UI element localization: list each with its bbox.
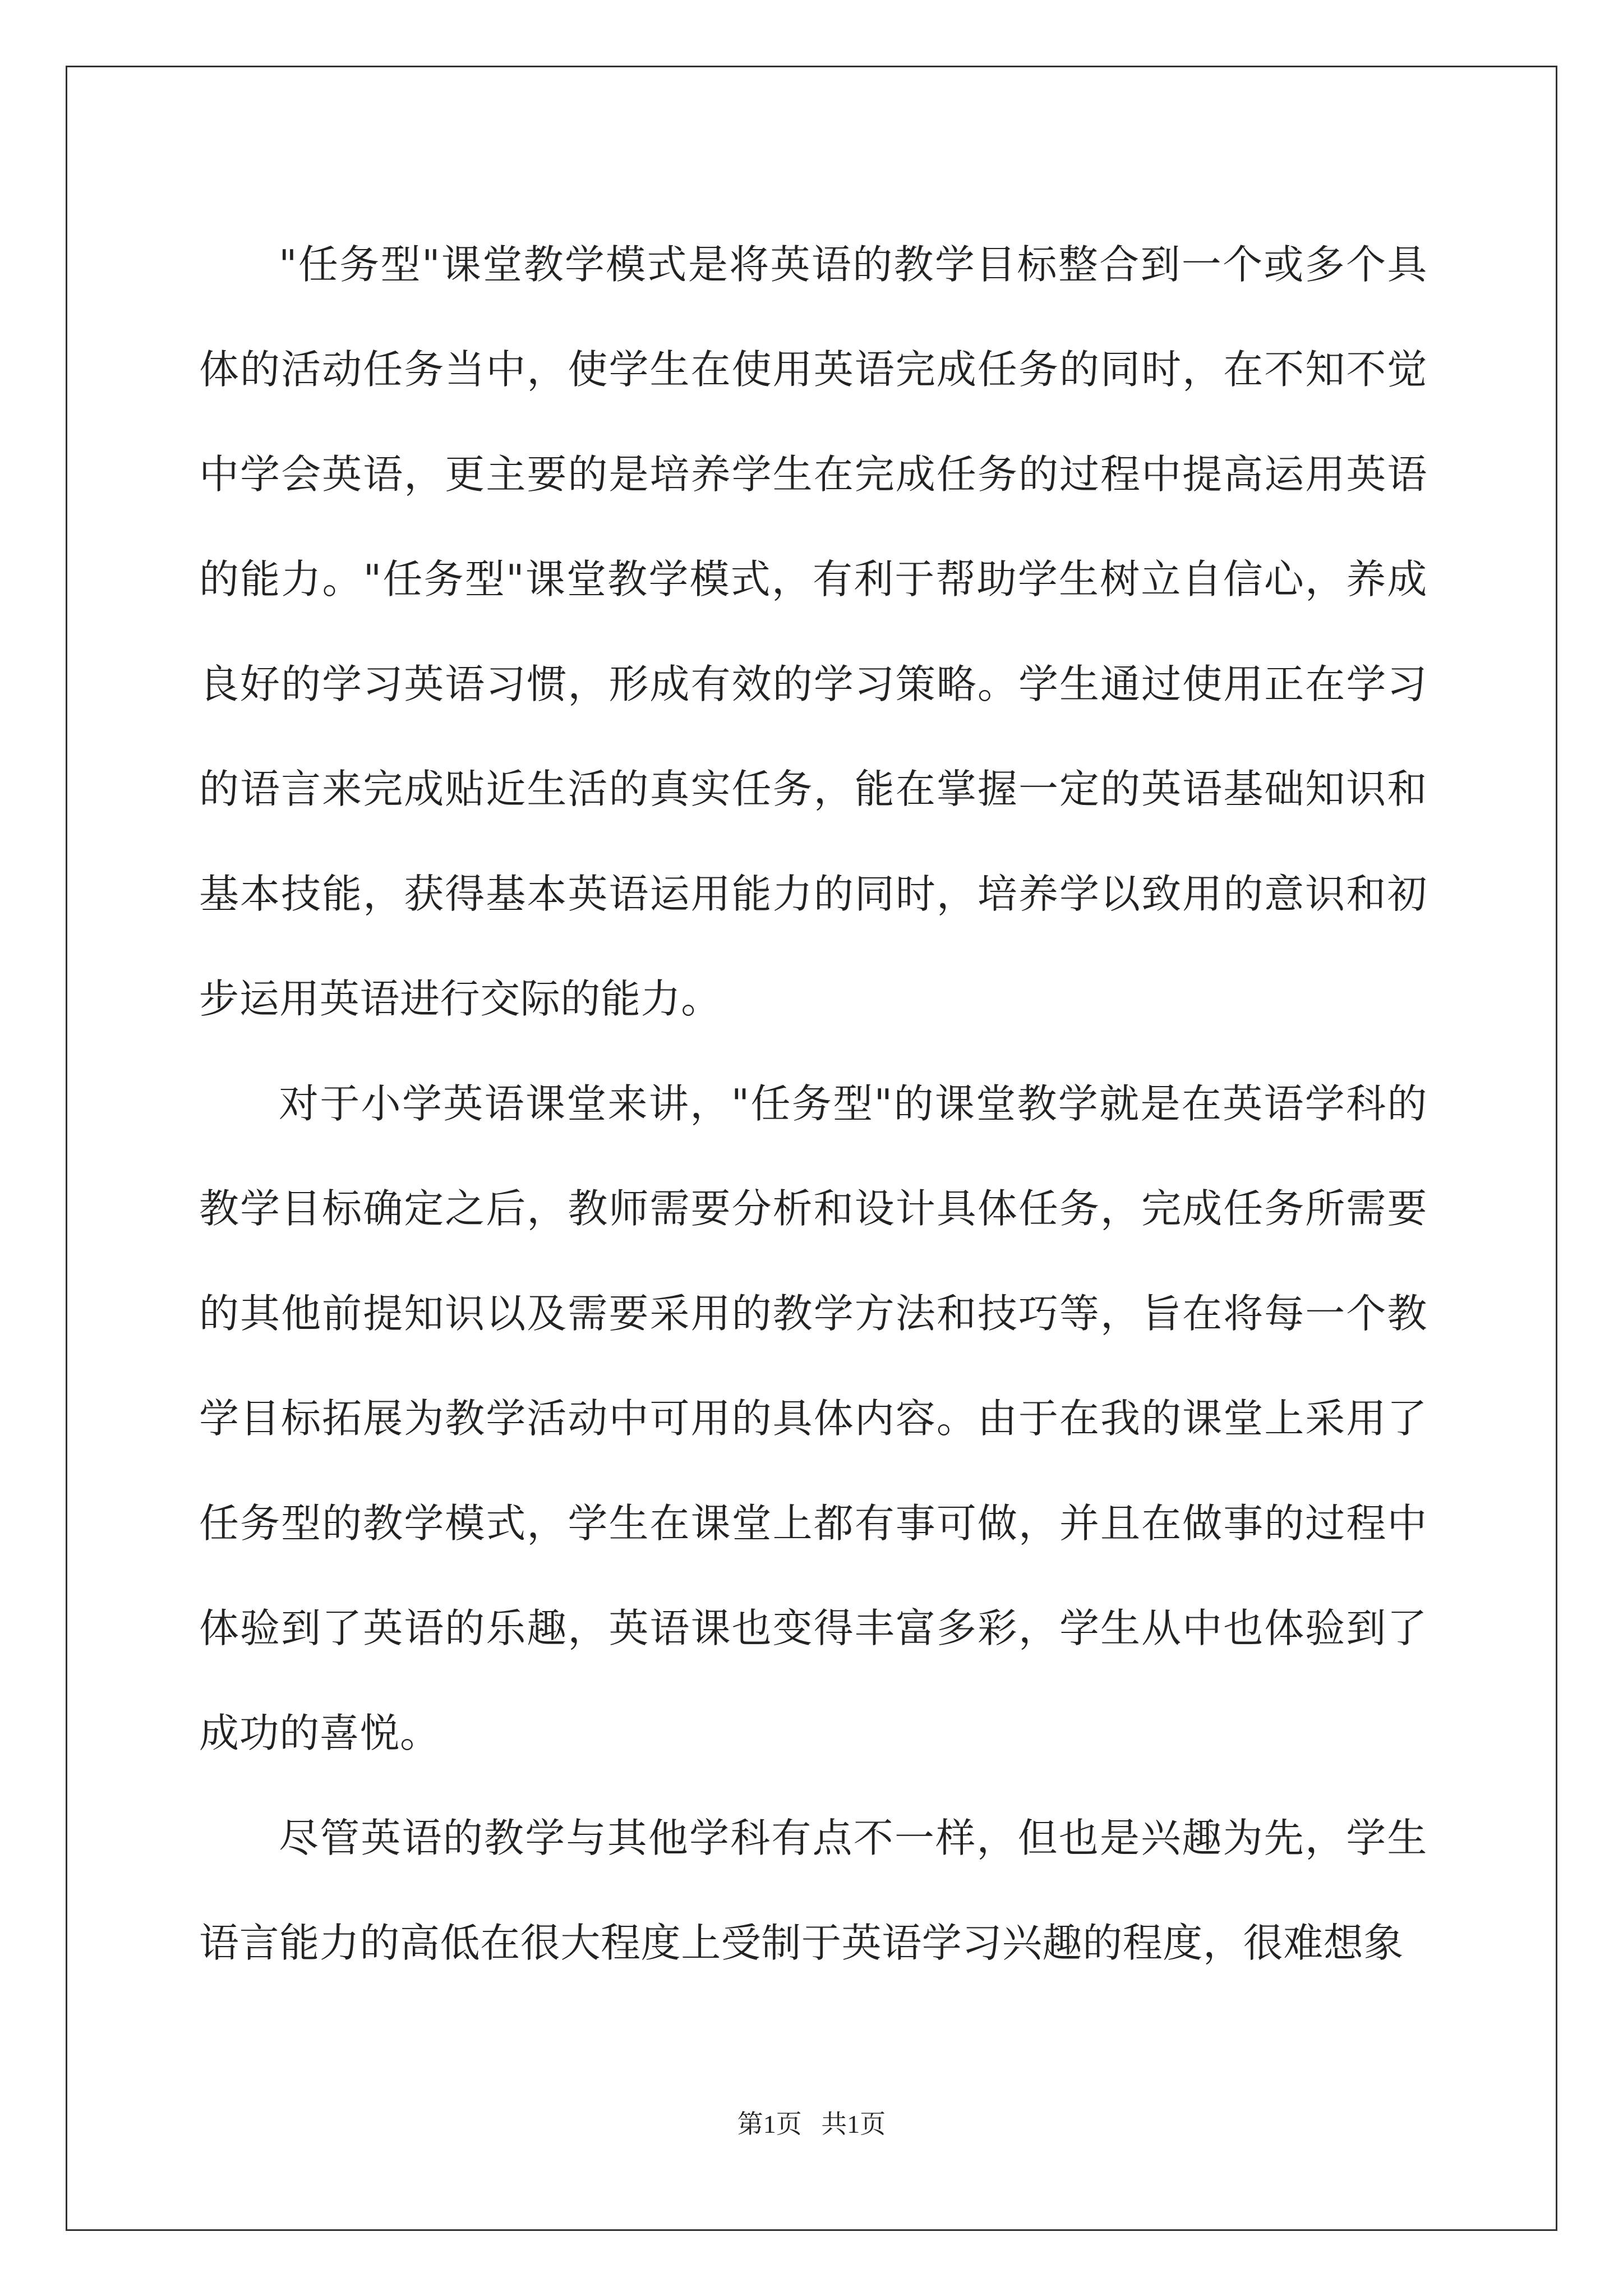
paragraph-2: 对于小学英语课堂来讲，"任务型"的课堂教学就是在英语学科的教学目标确定之后，教师需要分析和设计具体任务，完成任务所需要的其他前提知识以及需要采用的教学方法和技巧等，旨在将每一个教学目标拓展为教学活动中可用的具体内容。由于在我的课堂上采用了任务型的教学模式，学生在课堂上都有事可做，并且在做事的过程中体验到了英语的乐趣，英语课也变得丰富多彩，学生从中也体验到了成功的喜悦。 bbox=[199, 1080, 1427, 1756]
page-footer: 第1页 共1页 bbox=[737, 2110, 886, 2138]
paragraph-1: "任务型"课堂教学模式是将英语的教学目标整合到一个或多个具体的活动任务当中，使学生在使用英语完成任务的同时，在不知不觉中学会英语，更主要的是培养学生在完成任务的过程中提高运用英语的能力。"任务型"课堂教学模式，有利于帮助学生树立自信心，养成良好的学习英语习惯，形成有效的学习策略。学生通过使用正在学习的语言来完成贴近生活的真实任务，能在掌握一定的英语基础知识和基本技能，获得基本英语运用能力的同时，培养学以致用的意识和初步运用英语进行交际的能力。 bbox=[199, 241, 1427, 1022]
document-body bbox=[199, 212, 1427, 1995]
paragraph-3: 尽管英语的教学与其他学科有点不一样，但也是兴趣为先，学生语言能力的高低在很大程度上受制于英语学习兴趣的程度，很难想象 bbox=[199, 1815, 1427, 1966]
